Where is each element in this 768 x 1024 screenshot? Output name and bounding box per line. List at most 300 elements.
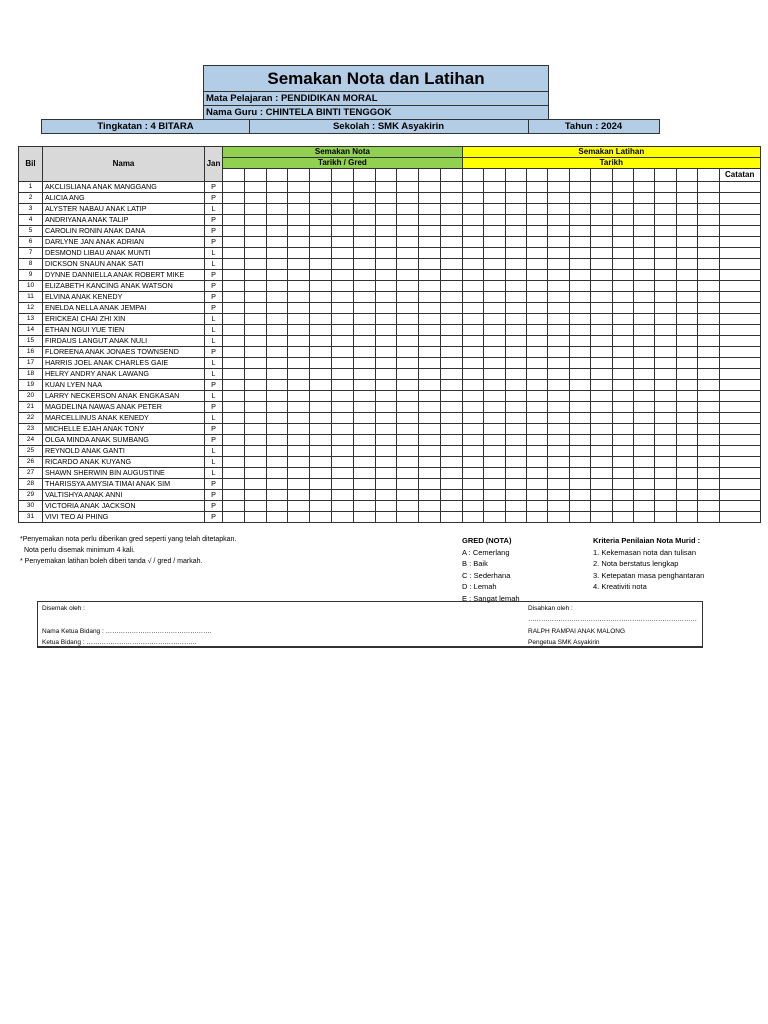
grade-cell[interactable] xyxy=(655,226,676,237)
grade-cell[interactable] xyxy=(440,281,462,292)
grade-cell[interactable] xyxy=(505,369,526,380)
grade-cell[interactable] xyxy=(505,281,526,292)
grade-cell[interactable] xyxy=(223,391,245,402)
grade-cell[interactable] xyxy=(375,424,397,435)
grade-cell[interactable] xyxy=(612,248,633,259)
grade-cell[interactable] xyxy=(331,435,353,446)
grade-cell[interactable] xyxy=(375,303,397,314)
grade-cell[interactable] xyxy=(375,369,397,380)
grade-cell[interactable] xyxy=(719,204,760,215)
grade-cell[interactable] xyxy=(505,402,526,413)
grade-cell[interactable] xyxy=(505,457,526,468)
grade-cell[interactable] xyxy=(569,358,590,369)
grade-cell[interactable] xyxy=(266,336,288,347)
grade-cell[interactable] xyxy=(419,336,441,347)
grade-cell[interactable] xyxy=(310,193,332,204)
grade-cell[interactable] xyxy=(375,193,397,204)
grade-cell[interactable] xyxy=(484,270,505,281)
grade-cell[interactable] xyxy=(288,303,310,314)
grade-cell[interactable] xyxy=(484,281,505,292)
grade-cell[interactable] xyxy=(375,479,397,490)
grade-cell[interactable] xyxy=(505,182,526,193)
grade-cell[interactable] xyxy=(397,193,419,204)
grade-cell[interactable] xyxy=(419,490,441,501)
grade-cell[interactable] xyxy=(655,479,676,490)
grade-cell[interactable] xyxy=(612,380,633,391)
grade-cell[interactable] xyxy=(655,182,676,193)
grade-cell[interactable] xyxy=(331,490,353,501)
grade-cell[interactable] xyxy=(353,270,375,281)
grade-cell[interactable] xyxy=(484,446,505,457)
grade-cell[interactable] xyxy=(462,501,483,512)
grade-cell[interactable] xyxy=(288,468,310,479)
grade-cell[interactable] xyxy=(698,457,719,468)
grade-cell[interactable] xyxy=(505,358,526,369)
grade-cell[interactable] xyxy=(375,248,397,259)
grade-cell[interactable] xyxy=(676,501,697,512)
grade-cell[interactable] xyxy=(634,270,655,281)
grade-cell[interactable] xyxy=(484,435,505,446)
grade-cell[interactable] xyxy=(375,292,397,303)
grade-cell[interactable] xyxy=(548,479,569,490)
grade-cell[interactable] xyxy=(505,336,526,347)
grade-cell[interactable] xyxy=(612,512,633,523)
grade-cell[interactable] xyxy=(634,303,655,314)
grade-cell[interactable] xyxy=(612,314,633,325)
grade-cell[interactable] xyxy=(505,479,526,490)
grade-cell[interactable] xyxy=(310,248,332,259)
grade-cell[interactable] xyxy=(440,303,462,314)
grade-cell[interactable] xyxy=(310,402,332,413)
grade-cell[interactable] xyxy=(527,468,548,479)
grade-cell[interactable] xyxy=(375,358,397,369)
grade-cell[interactable] xyxy=(655,446,676,457)
grade-cell[interactable] xyxy=(223,358,245,369)
grade-cell[interactable] xyxy=(591,435,612,446)
grade-cell[interactable] xyxy=(353,226,375,237)
grade-cell[interactable] xyxy=(569,490,590,501)
grade-cell[interactable] xyxy=(353,204,375,215)
grade-cell[interactable] xyxy=(569,435,590,446)
grade-cell[interactable] xyxy=(353,380,375,391)
grade-cell[interactable] xyxy=(462,424,483,435)
grade-cell[interactable] xyxy=(375,501,397,512)
grade-cell[interactable] xyxy=(548,259,569,270)
grade-cell[interactable] xyxy=(676,402,697,413)
grade-cell[interactable] xyxy=(244,501,266,512)
grade-cell[interactable] xyxy=(244,479,266,490)
grade-cell[interactable] xyxy=(266,424,288,435)
grade-cell[interactable] xyxy=(310,479,332,490)
grade-cell[interactable] xyxy=(353,358,375,369)
grade-cell[interactable] xyxy=(375,347,397,358)
grade-cell[interactable] xyxy=(591,336,612,347)
grade-cell[interactable] xyxy=(397,226,419,237)
grade-cell[interactable] xyxy=(569,336,590,347)
grade-cell[interactable] xyxy=(462,325,483,336)
grade-cell[interactable] xyxy=(591,226,612,237)
grade-cell[interactable] xyxy=(462,468,483,479)
grade-cell[interactable] xyxy=(310,182,332,193)
grade-cell[interactable] xyxy=(698,413,719,424)
grade-cell[interactable] xyxy=(591,424,612,435)
grade-cell[interactable] xyxy=(655,325,676,336)
grade-cell[interactable] xyxy=(612,391,633,402)
grade-cell[interactable] xyxy=(462,303,483,314)
grade-cell[interactable] xyxy=(634,512,655,523)
grade-cell[interactable] xyxy=(331,391,353,402)
grade-cell[interactable] xyxy=(223,501,245,512)
grade-cell[interactable] xyxy=(288,490,310,501)
grade-cell[interactable] xyxy=(223,226,245,237)
grade-cell[interactable] xyxy=(591,314,612,325)
grade-cell[interactable] xyxy=(397,413,419,424)
grade-cell[interactable] xyxy=(569,270,590,281)
grade-cell[interactable] xyxy=(484,347,505,358)
grade-cell[interactable] xyxy=(288,380,310,391)
grade-cell[interactable] xyxy=(655,369,676,380)
grade-cell[interactable] xyxy=(698,490,719,501)
grade-cell[interactable] xyxy=(569,512,590,523)
grade-cell[interactable] xyxy=(655,215,676,226)
grade-cell[interactable] xyxy=(505,347,526,358)
grade-cell[interactable] xyxy=(266,391,288,402)
grade-cell[interactable] xyxy=(440,468,462,479)
grade-cell[interactable] xyxy=(462,292,483,303)
grade-cell[interactable] xyxy=(612,182,633,193)
grade-cell[interactable] xyxy=(288,226,310,237)
grade-cell[interactable] xyxy=(310,424,332,435)
grade-cell[interactable] xyxy=(719,325,760,336)
grade-cell[interactable] xyxy=(591,490,612,501)
grade-cell[interactable] xyxy=(310,512,332,523)
grade-cell[interactable] xyxy=(331,193,353,204)
grade-cell[interactable] xyxy=(310,468,332,479)
grade-cell[interactable] xyxy=(288,281,310,292)
grade-cell[interactable] xyxy=(288,391,310,402)
grade-cell[interactable] xyxy=(569,325,590,336)
grade-cell[interactable] xyxy=(462,512,483,523)
grade-cell[interactable] xyxy=(397,424,419,435)
grade-cell[interactable] xyxy=(698,314,719,325)
grade-cell[interactable] xyxy=(462,391,483,402)
grade-cell[interactable] xyxy=(569,457,590,468)
grade-cell[interactable] xyxy=(548,358,569,369)
grade-cell[interactable] xyxy=(698,248,719,259)
grade-cell[interactable] xyxy=(266,457,288,468)
grade-cell[interactable] xyxy=(698,193,719,204)
grade-cell[interactable] xyxy=(719,435,760,446)
grade-cell[interactable] xyxy=(375,204,397,215)
grade-cell[interactable] xyxy=(331,237,353,248)
grade-cell[interactable] xyxy=(676,424,697,435)
grade-cell[interactable] xyxy=(527,259,548,270)
grade-cell[interactable] xyxy=(310,369,332,380)
grade-cell[interactable] xyxy=(440,347,462,358)
grade-cell[interactable] xyxy=(244,226,266,237)
grade-cell[interactable] xyxy=(244,182,266,193)
grade-cell[interactable] xyxy=(223,215,245,226)
grade-cell[interactable] xyxy=(462,336,483,347)
grade-cell[interactable] xyxy=(612,358,633,369)
grade-cell[interactable] xyxy=(527,270,548,281)
grade-cell[interactable] xyxy=(698,204,719,215)
grade-cell[interactable] xyxy=(288,336,310,347)
grade-cell[interactable] xyxy=(397,446,419,457)
grade-cell[interactable] xyxy=(634,424,655,435)
grade-cell[interactable] xyxy=(591,358,612,369)
grade-cell[interactable] xyxy=(612,281,633,292)
grade-cell[interactable] xyxy=(353,292,375,303)
grade-cell[interactable] xyxy=(353,259,375,270)
grade-cell[interactable] xyxy=(698,369,719,380)
grade-cell[interactable] xyxy=(310,391,332,402)
grade-cell[interactable] xyxy=(375,457,397,468)
grade-cell[interactable] xyxy=(719,226,760,237)
grade-cell[interactable] xyxy=(484,292,505,303)
grade-cell[interactable] xyxy=(484,358,505,369)
grade-cell[interactable] xyxy=(698,270,719,281)
grade-cell[interactable] xyxy=(310,259,332,270)
grade-cell[interactable] xyxy=(375,435,397,446)
grade-cell[interactable] xyxy=(505,237,526,248)
grade-cell[interactable] xyxy=(484,237,505,248)
grade-cell[interactable] xyxy=(548,435,569,446)
grade-cell[interactable] xyxy=(310,292,332,303)
grade-cell[interactable] xyxy=(462,369,483,380)
grade-cell[interactable] xyxy=(612,479,633,490)
grade-cell[interactable] xyxy=(419,501,441,512)
grade-cell[interactable] xyxy=(719,457,760,468)
grade-cell[interactable] xyxy=(310,204,332,215)
grade-cell[interactable] xyxy=(397,292,419,303)
grade-cell[interactable] xyxy=(244,270,266,281)
grade-cell[interactable] xyxy=(634,204,655,215)
grade-cell[interactable] xyxy=(591,325,612,336)
grade-cell[interactable] xyxy=(440,204,462,215)
grade-cell[interactable] xyxy=(244,358,266,369)
grade-cell[interactable] xyxy=(612,193,633,204)
grade-cell[interactable] xyxy=(527,391,548,402)
grade-cell[interactable] xyxy=(698,479,719,490)
grade-cell[interactable] xyxy=(698,512,719,523)
grade-cell[interactable] xyxy=(223,182,245,193)
grade-cell[interactable] xyxy=(310,270,332,281)
grade-cell[interactable] xyxy=(375,391,397,402)
grade-cell[interactable] xyxy=(397,204,419,215)
grade-cell[interactable] xyxy=(527,237,548,248)
grade-cell[interactable] xyxy=(244,391,266,402)
grade-cell[interactable] xyxy=(676,435,697,446)
grade-cell[interactable] xyxy=(462,270,483,281)
grade-cell[interactable] xyxy=(266,490,288,501)
grade-cell[interactable] xyxy=(655,193,676,204)
grade-cell[interactable] xyxy=(484,204,505,215)
grade-cell[interactable] xyxy=(244,259,266,270)
grade-cell[interactable] xyxy=(719,259,760,270)
grade-cell[interactable] xyxy=(612,369,633,380)
grade-cell[interactable] xyxy=(569,424,590,435)
grade-cell[interactable] xyxy=(440,314,462,325)
grade-cell[interactable] xyxy=(719,182,760,193)
grade-cell[interactable] xyxy=(462,259,483,270)
grade-cell[interactable] xyxy=(397,358,419,369)
grade-cell[interactable] xyxy=(719,215,760,226)
grade-cell[interactable] xyxy=(397,336,419,347)
grade-cell[interactable] xyxy=(462,226,483,237)
grade-cell[interactable] xyxy=(244,490,266,501)
grade-cell[interactable] xyxy=(505,303,526,314)
grade-cell[interactable] xyxy=(331,248,353,259)
grade-cell[interactable] xyxy=(310,457,332,468)
grade-cell[interactable] xyxy=(655,336,676,347)
grade-cell[interactable] xyxy=(310,226,332,237)
grade-cell[interactable] xyxy=(353,424,375,435)
grade-cell[interactable] xyxy=(569,314,590,325)
grade-cell[interactable] xyxy=(440,325,462,336)
grade-cell[interactable] xyxy=(397,402,419,413)
grade-cell[interactable] xyxy=(484,369,505,380)
grade-cell[interactable] xyxy=(569,193,590,204)
grade-cell[interactable] xyxy=(719,248,760,259)
grade-cell[interactable] xyxy=(331,314,353,325)
grade-cell[interactable] xyxy=(375,336,397,347)
grade-cell[interactable] xyxy=(591,182,612,193)
grade-cell[interactable] xyxy=(634,248,655,259)
grade-cell[interactable] xyxy=(353,369,375,380)
grade-cell[interactable] xyxy=(698,226,719,237)
grade-cell[interactable] xyxy=(419,435,441,446)
grade-cell[interactable] xyxy=(548,292,569,303)
grade-cell[interactable] xyxy=(266,204,288,215)
grade-cell[interactable] xyxy=(569,468,590,479)
grade-cell[interactable] xyxy=(655,391,676,402)
grade-cell[interactable] xyxy=(591,248,612,259)
grade-cell[interactable] xyxy=(505,270,526,281)
grade-cell[interactable] xyxy=(266,226,288,237)
grade-cell[interactable] xyxy=(266,259,288,270)
grade-cell[interactable] xyxy=(397,248,419,259)
grade-cell[interactable] xyxy=(612,325,633,336)
grade-cell[interactable] xyxy=(223,402,245,413)
grade-cell[interactable] xyxy=(527,204,548,215)
grade-cell[interactable] xyxy=(655,281,676,292)
grade-cell[interactable] xyxy=(634,325,655,336)
grade-cell[interactable] xyxy=(634,215,655,226)
grade-cell[interactable] xyxy=(223,270,245,281)
grade-cell[interactable] xyxy=(419,391,441,402)
grade-cell[interactable] xyxy=(569,380,590,391)
grade-cell[interactable] xyxy=(655,501,676,512)
grade-cell[interactable] xyxy=(397,380,419,391)
grade-cell[interactable] xyxy=(244,402,266,413)
grade-cell[interactable] xyxy=(484,193,505,204)
grade-cell[interactable] xyxy=(591,501,612,512)
grade-cell[interactable] xyxy=(569,391,590,402)
grade-cell[interactable] xyxy=(375,325,397,336)
grade-cell[interactable] xyxy=(288,512,310,523)
grade-cell[interactable] xyxy=(548,314,569,325)
grade-cell[interactable] xyxy=(440,501,462,512)
grade-cell[interactable] xyxy=(331,303,353,314)
grade-cell[interactable] xyxy=(462,314,483,325)
grade-cell[interactable] xyxy=(719,369,760,380)
grade-cell[interactable] xyxy=(353,336,375,347)
grade-cell[interactable] xyxy=(698,259,719,270)
grade-cell[interactable] xyxy=(612,413,633,424)
grade-cell[interactable] xyxy=(310,336,332,347)
grade-cell[interactable] xyxy=(591,347,612,358)
grade-cell[interactable] xyxy=(591,479,612,490)
grade-cell[interactable] xyxy=(484,424,505,435)
grade-cell[interactable] xyxy=(548,248,569,259)
grade-cell[interactable] xyxy=(719,314,760,325)
grade-cell[interactable] xyxy=(331,413,353,424)
grade-cell[interactable] xyxy=(353,248,375,259)
grade-cell[interactable] xyxy=(655,512,676,523)
grade-cell[interactable] xyxy=(353,391,375,402)
grade-cell[interactable] xyxy=(331,501,353,512)
grade-cell[interactable] xyxy=(397,435,419,446)
grade-cell[interactable] xyxy=(310,347,332,358)
grade-cell[interactable] xyxy=(484,226,505,237)
grade-cell[interactable] xyxy=(397,391,419,402)
grade-cell[interactable] xyxy=(655,292,676,303)
grade-cell[interactable] xyxy=(484,490,505,501)
grade-cell[interactable] xyxy=(484,325,505,336)
grade-cell[interactable] xyxy=(397,182,419,193)
grade-cell[interactable] xyxy=(548,226,569,237)
grade-cell[interactable] xyxy=(223,259,245,270)
grade-cell[interactable] xyxy=(719,303,760,314)
grade-cell[interactable] xyxy=(397,479,419,490)
grade-cell[interactable] xyxy=(462,490,483,501)
grade-cell[interactable] xyxy=(223,468,245,479)
grade-cell[interactable] xyxy=(569,446,590,457)
grade-cell[interactable] xyxy=(634,490,655,501)
grade-cell[interactable] xyxy=(676,479,697,490)
grade-cell[interactable] xyxy=(397,512,419,523)
grade-cell[interactable] xyxy=(310,325,332,336)
grade-cell[interactable] xyxy=(353,402,375,413)
grade-cell[interactable] xyxy=(505,446,526,457)
grade-cell[interactable] xyxy=(548,457,569,468)
grade-cell[interactable] xyxy=(462,435,483,446)
grade-cell[interactable] xyxy=(419,380,441,391)
grade-cell[interactable] xyxy=(505,501,526,512)
grade-cell[interactable] xyxy=(676,490,697,501)
grade-cell[interactable] xyxy=(266,501,288,512)
grade-cell[interactable] xyxy=(223,314,245,325)
grade-cell[interactable] xyxy=(698,380,719,391)
grade-cell[interactable] xyxy=(288,215,310,226)
grade-cell[interactable] xyxy=(719,479,760,490)
grade-cell[interactable] xyxy=(548,281,569,292)
grade-cell[interactable] xyxy=(569,204,590,215)
grade-cell[interactable] xyxy=(419,281,441,292)
grade-cell[interactable] xyxy=(244,325,266,336)
grade-cell[interactable] xyxy=(419,270,441,281)
grade-cell[interactable] xyxy=(527,424,548,435)
grade-cell[interactable] xyxy=(698,303,719,314)
grade-cell[interactable] xyxy=(719,237,760,248)
grade-cell[interactable] xyxy=(676,182,697,193)
grade-cell[interactable] xyxy=(375,237,397,248)
grade-cell[interactable] xyxy=(548,237,569,248)
grade-cell[interactable] xyxy=(375,512,397,523)
grade-cell[interactable] xyxy=(591,512,612,523)
grade-cell[interactable] xyxy=(397,369,419,380)
